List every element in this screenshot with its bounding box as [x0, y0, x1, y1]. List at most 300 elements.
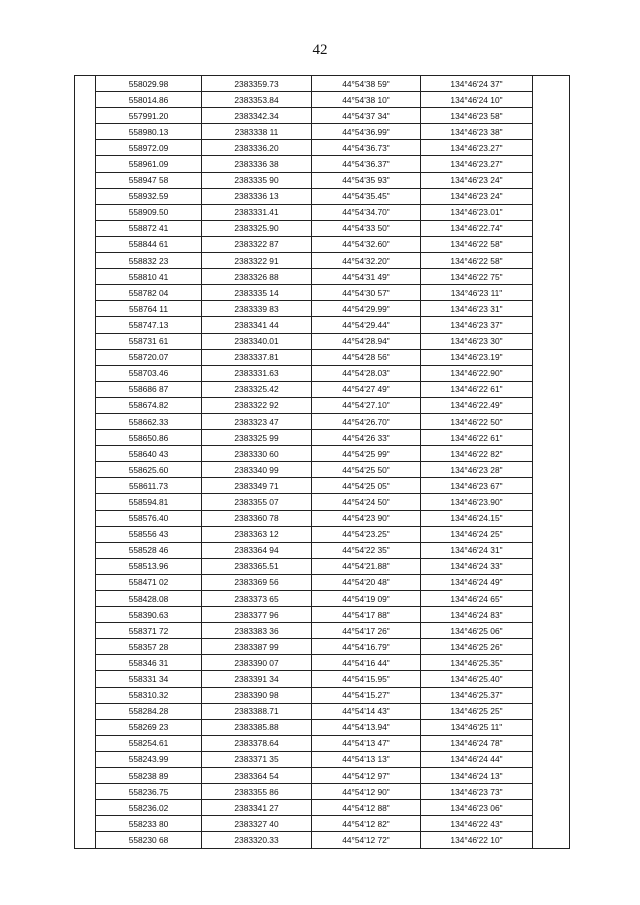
table-row — [75, 735, 570, 751]
x-coordinate-cell: 558029.98 — [96, 76, 202, 92]
row-right-margin-cell — [533, 285, 570, 301]
longitude-cell: 134°46'24 78" — [421, 735, 533, 751]
row-right-margin-cell — [533, 558, 570, 574]
latitude-cell: 44°54'25 50" — [312, 462, 421, 478]
table-row — [75, 591, 570, 607]
y-coordinate-cell: 2383378.64 — [202, 735, 312, 751]
latitude-cell: 44°54'28 56" — [312, 349, 421, 365]
latitude-cell: 44°54'26 33" — [312, 430, 421, 446]
table-row — [75, 413, 570, 429]
latitude-cell: 44°54'15.27" — [312, 687, 421, 703]
row-left-margin-cell — [75, 172, 96, 188]
row-left-margin-cell — [75, 494, 96, 510]
longitude-cell: 134°46'25.37" — [421, 687, 533, 703]
latitude-cell: 44°54'12 90" — [312, 784, 421, 800]
table-row — [75, 269, 570, 285]
longitude-cell: 134°46'23 37" — [421, 317, 533, 333]
table-row — [75, 430, 570, 446]
y-coordinate-cell: 2383338 11 — [202, 124, 312, 140]
row-left-margin-cell — [75, 816, 96, 832]
row-right-margin-cell — [533, 446, 570, 462]
longitude-cell: 134°46'24 49" — [421, 574, 533, 590]
row-left-margin-cell — [75, 687, 96, 703]
x-coordinate-cell: 558662.33 — [96, 413, 202, 429]
longitude-cell: 134°46'24.15" — [421, 510, 533, 526]
row-left-margin-cell — [75, 365, 96, 381]
longitude-cell: 134°46'24 65" — [421, 591, 533, 607]
longitude-cell: 134°46'25.40" — [421, 671, 533, 687]
row-right-margin-cell — [533, 397, 570, 413]
latitude-cell: 44°54'12 82" — [312, 816, 421, 832]
y-coordinate-cell: 2383377 96 — [202, 607, 312, 623]
table-row — [75, 784, 570, 800]
row-right-margin-cell — [533, 671, 570, 687]
x-coordinate-cell: 558269 23 — [96, 719, 202, 735]
longitude-cell: 134°46'22 43" — [421, 816, 533, 832]
row-left-margin-cell — [75, 349, 96, 365]
longitude-cell: 134°46'24 10" — [421, 92, 533, 108]
y-coordinate-cell: 2383365.51 — [202, 558, 312, 574]
x-coordinate-cell: 558014.86 — [96, 92, 202, 108]
y-coordinate-cell: 2383349 71 — [202, 478, 312, 494]
row-left-margin-cell — [75, 574, 96, 590]
row-right-margin-cell — [533, 188, 570, 204]
longitude-cell: 134°46'22 82" — [421, 446, 533, 462]
y-coordinate-cell: 2383390 07 — [202, 655, 312, 671]
row-left-margin-cell — [75, 92, 96, 108]
latitude-cell: 44°54'16.79" — [312, 639, 421, 655]
longitude-cell: 134°46'22.49" — [421, 397, 533, 413]
y-coordinate-cell: 2383323 47 — [202, 413, 312, 429]
y-coordinate-cell: 2383325.90 — [202, 220, 312, 236]
row-left-margin-cell — [75, 381, 96, 397]
row-left-margin-cell — [75, 413, 96, 429]
row-left-margin-cell — [75, 784, 96, 800]
table-row — [75, 220, 570, 236]
table-row — [75, 108, 570, 124]
row-left-margin-cell — [75, 478, 96, 494]
latitude-cell: 44°54'38 10" — [312, 92, 421, 108]
row-left-margin-cell — [75, 591, 96, 607]
row-right-margin-cell — [533, 220, 570, 236]
row-left-margin-cell — [75, 671, 96, 687]
y-coordinate-cell: 2383335 90 — [202, 172, 312, 188]
longitude-cell: 134°46'24 31" — [421, 542, 533, 558]
latitude-cell: 44°54'27.10" — [312, 397, 421, 413]
y-coordinate-cell: 2383360 78 — [202, 510, 312, 526]
y-coordinate-cell: 2383325 99 — [202, 430, 312, 446]
row-left-margin-cell — [75, 800, 96, 816]
y-coordinate-cell: 2383373 65 — [202, 591, 312, 607]
table-row — [75, 140, 570, 156]
table-row — [75, 639, 570, 655]
longitude-cell: 134°46'25.35" — [421, 655, 533, 671]
y-coordinate-cell: 2383339 83 — [202, 301, 312, 317]
row-right-margin-cell — [533, 735, 570, 751]
row-right-margin-cell — [533, 124, 570, 140]
longitude-cell: 134°46'22.90" — [421, 365, 533, 381]
row-left-margin-cell — [75, 510, 96, 526]
longitude-cell: 134°46'23.19" — [421, 349, 533, 365]
table-row — [75, 253, 570, 269]
row-right-margin-cell — [533, 719, 570, 735]
latitude-cell: 44°54'12 97" — [312, 768, 421, 784]
row-left-margin-cell — [75, 655, 96, 671]
row-right-margin-cell — [533, 76, 570, 92]
latitude-cell: 44°54'25 99" — [312, 446, 421, 462]
y-coordinate-cell: 2383322 92 — [202, 397, 312, 413]
row-left-margin-cell — [75, 285, 96, 301]
row-right-margin-cell — [533, 301, 570, 317]
row-left-margin-cell — [75, 188, 96, 204]
x-coordinate-cell: 558909.50 — [96, 204, 202, 220]
x-coordinate-cell: 557991.20 — [96, 108, 202, 124]
y-coordinate-cell: 2383341 27 — [202, 800, 312, 816]
x-coordinate-cell: 558611.73 — [96, 478, 202, 494]
x-coordinate-cell: 558556 43 — [96, 526, 202, 542]
x-coordinate-cell: 558346 31 — [96, 655, 202, 671]
longitude-cell: 134°46'23 28" — [421, 462, 533, 478]
longitude-cell: 134°46'25 25" — [421, 703, 533, 719]
table-row — [75, 816, 570, 832]
row-right-margin-cell — [533, 413, 570, 429]
row-left-margin-cell — [75, 607, 96, 623]
row-right-margin-cell — [533, 526, 570, 542]
latitude-cell: 44°54'36.99" — [312, 124, 421, 140]
longitude-cell: 134°46'22 58" — [421, 236, 533, 252]
table-row — [75, 349, 570, 365]
y-coordinate-cell: 2383326 88 — [202, 269, 312, 285]
latitude-cell: 44°54'29.99" — [312, 301, 421, 317]
longitude-cell: 134°46'23.27" — [421, 156, 533, 172]
row-right-margin-cell — [533, 462, 570, 478]
x-coordinate-cell: 558284.28 — [96, 703, 202, 719]
longitude-cell: 134°46'23 73" — [421, 784, 533, 800]
row-left-margin-cell — [75, 542, 96, 558]
row-left-margin-cell — [75, 269, 96, 285]
row-right-margin-cell — [533, 623, 570, 639]
latitude-cell: 44°54'38 59" — [312, 76, 421, 92]
longitude-cell: 134°46'24 37" — [421, 76, 533, 92]
row-right-margin-cell — [533, 365, 570, 381]
table-row — [75, 623, 570, 639]
y-coordinate-cell: 2383385.88 — [202, 719, 312, 735]
row-left-margin-cell — [75, 558, 96, 574]
latitude-cell: 44°54'23 90" — [312, 510, 421, 526]
row-right-margin-cell — [533, 236, 570, 252]
y-coordinate-cell: 2383364 94 — [202, 542, 312, 558]
row-right-margin-cell — [533, 156, 570, 172]
row-left-margin-cell — [75, 220, 96, 236]
latitude-cell: 44°54'27 49" — [312, 381, 421, 397]
longitude-cell: 134°46'22 58" — [421, 253, 533, 269]
table-row — [75, 607, 570, 623]
latitude-cell: 44°54'33 50" — [312, 220, 421, 236]
row-right-margin-cell — [533, 478, 570, 494]
x-coordinate-cell: 558650.86 — [96, 430, 202, 446]
longitude-cell: 134°46'23 11" — [421, 285, 533, 301]
table-row — [75, 446, 570, 462]
row-left-margin-cell — [75, 76, 96, 92]
table-row — [75, 478, 570, 494]
longitude-cell: 134°46'25 26" — [421, 639, 533, 655]
y-coordinate-cell: 2383369 56 — [202, 574, 312, 590]
longitude-cell: 134°46'24 83" — [421, 607, 533, 623]
x-coordinate-cell: 558961.09 — [96, 156, 202, 172]
longitude-cell: 134°46'22 61" — [421, 430, 533, 446]
x-coordinate-cell: 558371 72 — [96, 623, 202, 639]
x-coordinate-cell: 558625.60 — [96, 462, 202, 478]
latitude-cell: 44°54'28.03" — [312, 365, 421, 381]
row-left-margin-cell — [75, 768, 96, 784]
y-coordinate-cell: 2383371 35 — [202, 751, 312, 767]
x-coordinate-cell: 558832 23 — [96, 253, 202, 269]
y-coordinate-cell: 2383336 38 — [202, 156, 312, 172]
row-right-margin-cell — [533, 269, 570, 285]
row-left-margin-cell — [75, 623, 96, 639]
y-coordinate-cell: 2383331.41 — [202, 204, 312, 220]
table-row — [75, 204, 570, 220]
y-coordinate-cell: 2383337.81 — [202, 349, 312, 365]
y-coordinate-cell: 2383355 86 — [202, 784, 312, 800]
row-left-margin-cell — [75, 317, 96, 333]
latitude-cell: 44°54'13.94" — [312, 719, 421, 735]
longitude-cell: 134°46'24 44" — [421, 751, 533, 767]
longitude-cell: 134°46'23 24" — [421, 172, 533, 188]
x-coordinate-cell: 558236.75 — [96, 784, 202, 800]
longitude-cell: 134°46'23 31" — [421, 301, 533, 317]
table-row — [75, 768, 570, 784]
x-coordinate-cell: 558513.96 — [96, 558, 202, 574]
table-row — [75, 800, 570, 816]
y-coordinate-cell: 2383353.84 — [202, 92, 312, 108]
latitude-cell: 44°54'32.60" — [312, 236, 421, 252]
latitude-cell: 44°54'34.70" — [312, 204, 421, 220]
row-left-margin-cell — [75, 253, 96, 269]
y-coordinate-cell: 2383336.20 — [202, 140, 312, 156]
y-coordinate-cell: 2383341 44 — [202, 317, 312, 333]
y-coordinate-cell: 2383327 40 — [202, 816, 312, 832]
x-coordinate-cell: 558932.59 — [96, 188, 202, 204]
row-left-margin-cell — [75, 204, 96, 220]
x-coordinate-cell: 558731 61 — [96, 333, 202, 349]
y-coordinate-cell: 2383383 36 — [202, 623, 312, 639]
table-row — [75, 703, 570, 719]
table-row — [75, 751, 570, 767]
x-coordinate-cell: 558390.63 — [96, 607, 202, 623]
coordinates-table — [74, 75, 570, 849]
longitude-cell: 134°46'23 30" — [421, 333, 533, 349]
row-left-margin-cell — [75, 832, 96, 848]
x-coordinate-cell: 558810 41 — [96, 269, 202, 285]
row-right-margin-cell — [533, 349, 570, 365]
y-coordinate-cell: 2383340 99 — [202, 462, 312, 478]
table-row — [75, 365, 570, 381]
longitude-cell: 134°46'23 24" — [421, 188, 533, 204]
table-row — [75, 574, 570, 590]
x-coordinate-cell: 558254.61 — [96, 735, 202, 751]
longitude-cell: 134°46'22 50" — [421, 413, 533, 429]
row-left-margin-cell — [75, 156, 96, 172]
row-left-margin-cell — [75, 236, 96, 252]
x-coordinate-cell: 558782 04 — [96, 285, 202, 301]
table-row — [75, 655, 570, 671]
longitude-cell: 134°46'22.74" — [421, 220, 533, 236]
x-coordinate-cell: 558310.32 — [96, 687, 202, 703]
row-right-margin-cell — [533, 430, 570, 446]
x-coordinate-cell: 558594.81 — [96, 494, 202, 510]
table-row — [75, 719, 570, 735]
latitude-cell: 44°54'12 72" — [312, 832, 421, 848]
row-right-margin-cell — [533, 655, 570, 671]
y-coordinate-cell: 2383335 14 — [202, 285, 312, 301]
x-coordinate-cell: 558236.02 — [96, 800, 202, 816]
y-coordinate-cell: 2383322 91 — [202, 253, 312, 269]
latitude-cell: 44°54'15.95" — [312, 671, 421, 687]
row-left-margin-cell — [75, 446, 96, 462]
y-coordinate-cell: 2383364 54 — [202, 768, 312, 784]
table-row — [75, 333, 570, 349]
latitude-cell: 44°54'30 57" — [312, 285, 421, 301]
latitude-cell: 44°54'36.37" — [312, 156, 421, 172]
x-coordinate-cell: 558428.08 — [96, 591, 202, 607]
table-row — [75, 285, 570, 301]
latitude-cell: 44°54'16 44" — [312, 655, 421, 671]
x-coordinate-cell: 558640 43 — [96, 446, 202, 462]
latitude-cell: 44°54'19 09" — [312, 591, 421, 607]
y-coordinate-cell: 2383391 34 — [202, 671, 312, 687]
latitude-cell: 44°54'25 05" — [312, 478, 421, 494]
y-coordinate-cell: 2383336 13 — [202, 188, 312, 204]
latitude-cell: 44°54'37 34" — [312, 108, 421, 124]
latitude-cell: 44°54'35.45" — [312, 188, 421, 204]
y-coordinate-cell: 2383388.71 — [202, 703, 312, 719]
page-number: 42 — [312, 42, 328, 58]
table-row — [75, 236, 570, 252]
longitude-cell: 134°46'24 13" — [421, 768, 533, 784]
row-right-margin-cell — [533, 639, 570, 655]
row-right-margin-cell — [533, 607, 570, 623]
longitude-cell: 134°46'25 11" — [421, 719, 533, 735]
table-row — [75, 92, 570, 108]
row-right-margin-cell — [533, 494, 570, 510]
longitude-cell: 134°46'23.27" — [421, 140, 533, 156]
y-coordinate-cell: 2383359.73 — [202, 76, 312, 92]
row-right-margin-cell — [533, 510, 570, 526]
y-coordinate-cell: 2383325.42 — [202, 381, 312, 397]
row-left-margin-cell — [75, 719, 96, 735]
table-row — [75, 188, 570, 204]
row-right-margin-cell — [533, 816, 570, 832]
x-coordinate-cell: 558747.13 — [96, 317, 202, 333]
latitude-cell: 44°54'13 13" — [312, 751, 421, 767]
x-coordinate-cell: 558230 68 — [96, 832, 202, 848]
row-right-margin-cell — [533, 108, 570, 124]
row-right-margin-cell — [533, 751, 570, 767]
table-row — [75, 124, 570, 140]
latitude-cell: 44°54'26.70" — [312, 413, 421, 429]
longitude-cell: 134°46'23 58" — [421, 108, 533, 124]
table-row — [75, 510, 570, 526]
latitude-cell: 44°54'14 43" — [312, 703, 421, 719]
row-left-margin-cell — [75, 526, 96, 542]
table-row — [75, 558, 570, 574]
table-row — [75, 832, 570, 848]
x-coordinate-cell: 558331 34 — [96, 671, 202, 687]
longitude-cell: 134°46'23.90" — [421, 494, 533, 510]
row-right-margin-cell — [533, 591, 570, 607]
latitude-cell: 44°54'28.94" — [312, 333, 421, 349]
row-right-margin-cell — [533, 381, 570, 397]
table-row — [75, 317, 570, 333]
x-coordinate-cell: 558947 58 — [96, 172, 202, 188]
row-left-margin-cell — [75, 108, 96, 124]
table-row — [75, 397, 570, 413]
longitude-cell: 134°46'22 75" — [421, 269, 533, 285]
row-left-margin-cell — [75, 735, 96, 751]
row-left-margin-cell — [75, 639, 96, 655]
x-coordinate-cell: 558471 02 — [96, 574, 202, 590]
x-coordinate-cell: 558576.40 — [96, 510, 202, 526]
x-coordinate-cell: 558528 46 — [96, 542, 202, 558]
row-left-margin-cell — [75, 140, 96, 156]
table-row — [75, 76, 570, 92]
latitude-cell: 44°54'20 48" — [312, 574, 421, 590]
row-right-margin-cell — [533, 333, 570, 349]
row-right-margin-cell — [533, 800, 570, 816]
x-coordinate-cell: 558686 87 — [96, 381, 202, 397]
row-left-margin-cell — [75, 751, 96, 767]
x-coordinate-cell: 558872 41 — [96, 220, 202, 236]
row-right-margin-cell — [533, 92, 570, 108]
x-coordinate-cell: 558764 11 — [96, 301, 202, 317]
latitude-cell: 44°54'13 47" — [312, 735, 421, 751]
y-coordinate-cell: 2383355 07 — [202, 494, 312, 510]
table-row — [75, 542, 570, 558]
y-coordinate-cell: 2383387 99 — [202, 639, 312, 655]
longitude-cell: 134°46'24 25" — [421, 526, 533, 542]
longitude-cell: 134°46'23 67" — [421, 478, 533, 494]
row-left-margin-cell — [75, 703, 96, 719]
row-left-margin-cell — [75, 333, 96, 349]
table-row — [75, 381, 570, 397]
row-right-margin-cell — [533, 542, 570, 558]
row-left-margin-cell — [75, 430, 96, 446]
row-right-margin-cell — [533, 768, 570, 784]
table-row — [75, 687, 570, 703]
y-coordinate-cell: 2383330 60 — [202, 446, 312, 462]
y-coordinate-cell: 2383342.34 — [202, 108, 312, 124]
latitude-cell: 44°54'21.88" — [312, 558, 421, 574]
latitude-cell: 44°54'32.20" — [312, 253, 421, 269]
table-row — [75, 172, 570, 188]
row-left-margin-cell — [75, 124, 96, 140]
y-coordinate-cell: 2383320.33 — [202, 832, 312, 848]
y-coordinate-cell: 2383363 12 — [202, 526, 312, 542]
longitude-cell: 134°46'23.01" — [421, 204, 533, 220]
longitude-cell: 134°46'23 06" — [421, 800, 533, 816]
x-coordinate-cell: 558703.46 — [96, 365, 202, 381]
x-coordinate-cell: 558238 89 — [96, 768, 202, 784]
x-coordinate-cell: 558980.13 — [96, 124, 202, 140]
y-coordinate-cell: 2383340.01 — [202, 333, 312, 349]
table-row — [75, 462, 570, 478]
latitude-cell: 44°54'17 26" — [312, 623, 421, 639]
x-coordinate-cell: 558357 28 — [96, 639, 202, 655]
row-right-margin-cell — [533, 317, 570, 333]
row-right-margin-cell — [533, 784, 570, 800]
table-row — [75, 494, 570, 510]
